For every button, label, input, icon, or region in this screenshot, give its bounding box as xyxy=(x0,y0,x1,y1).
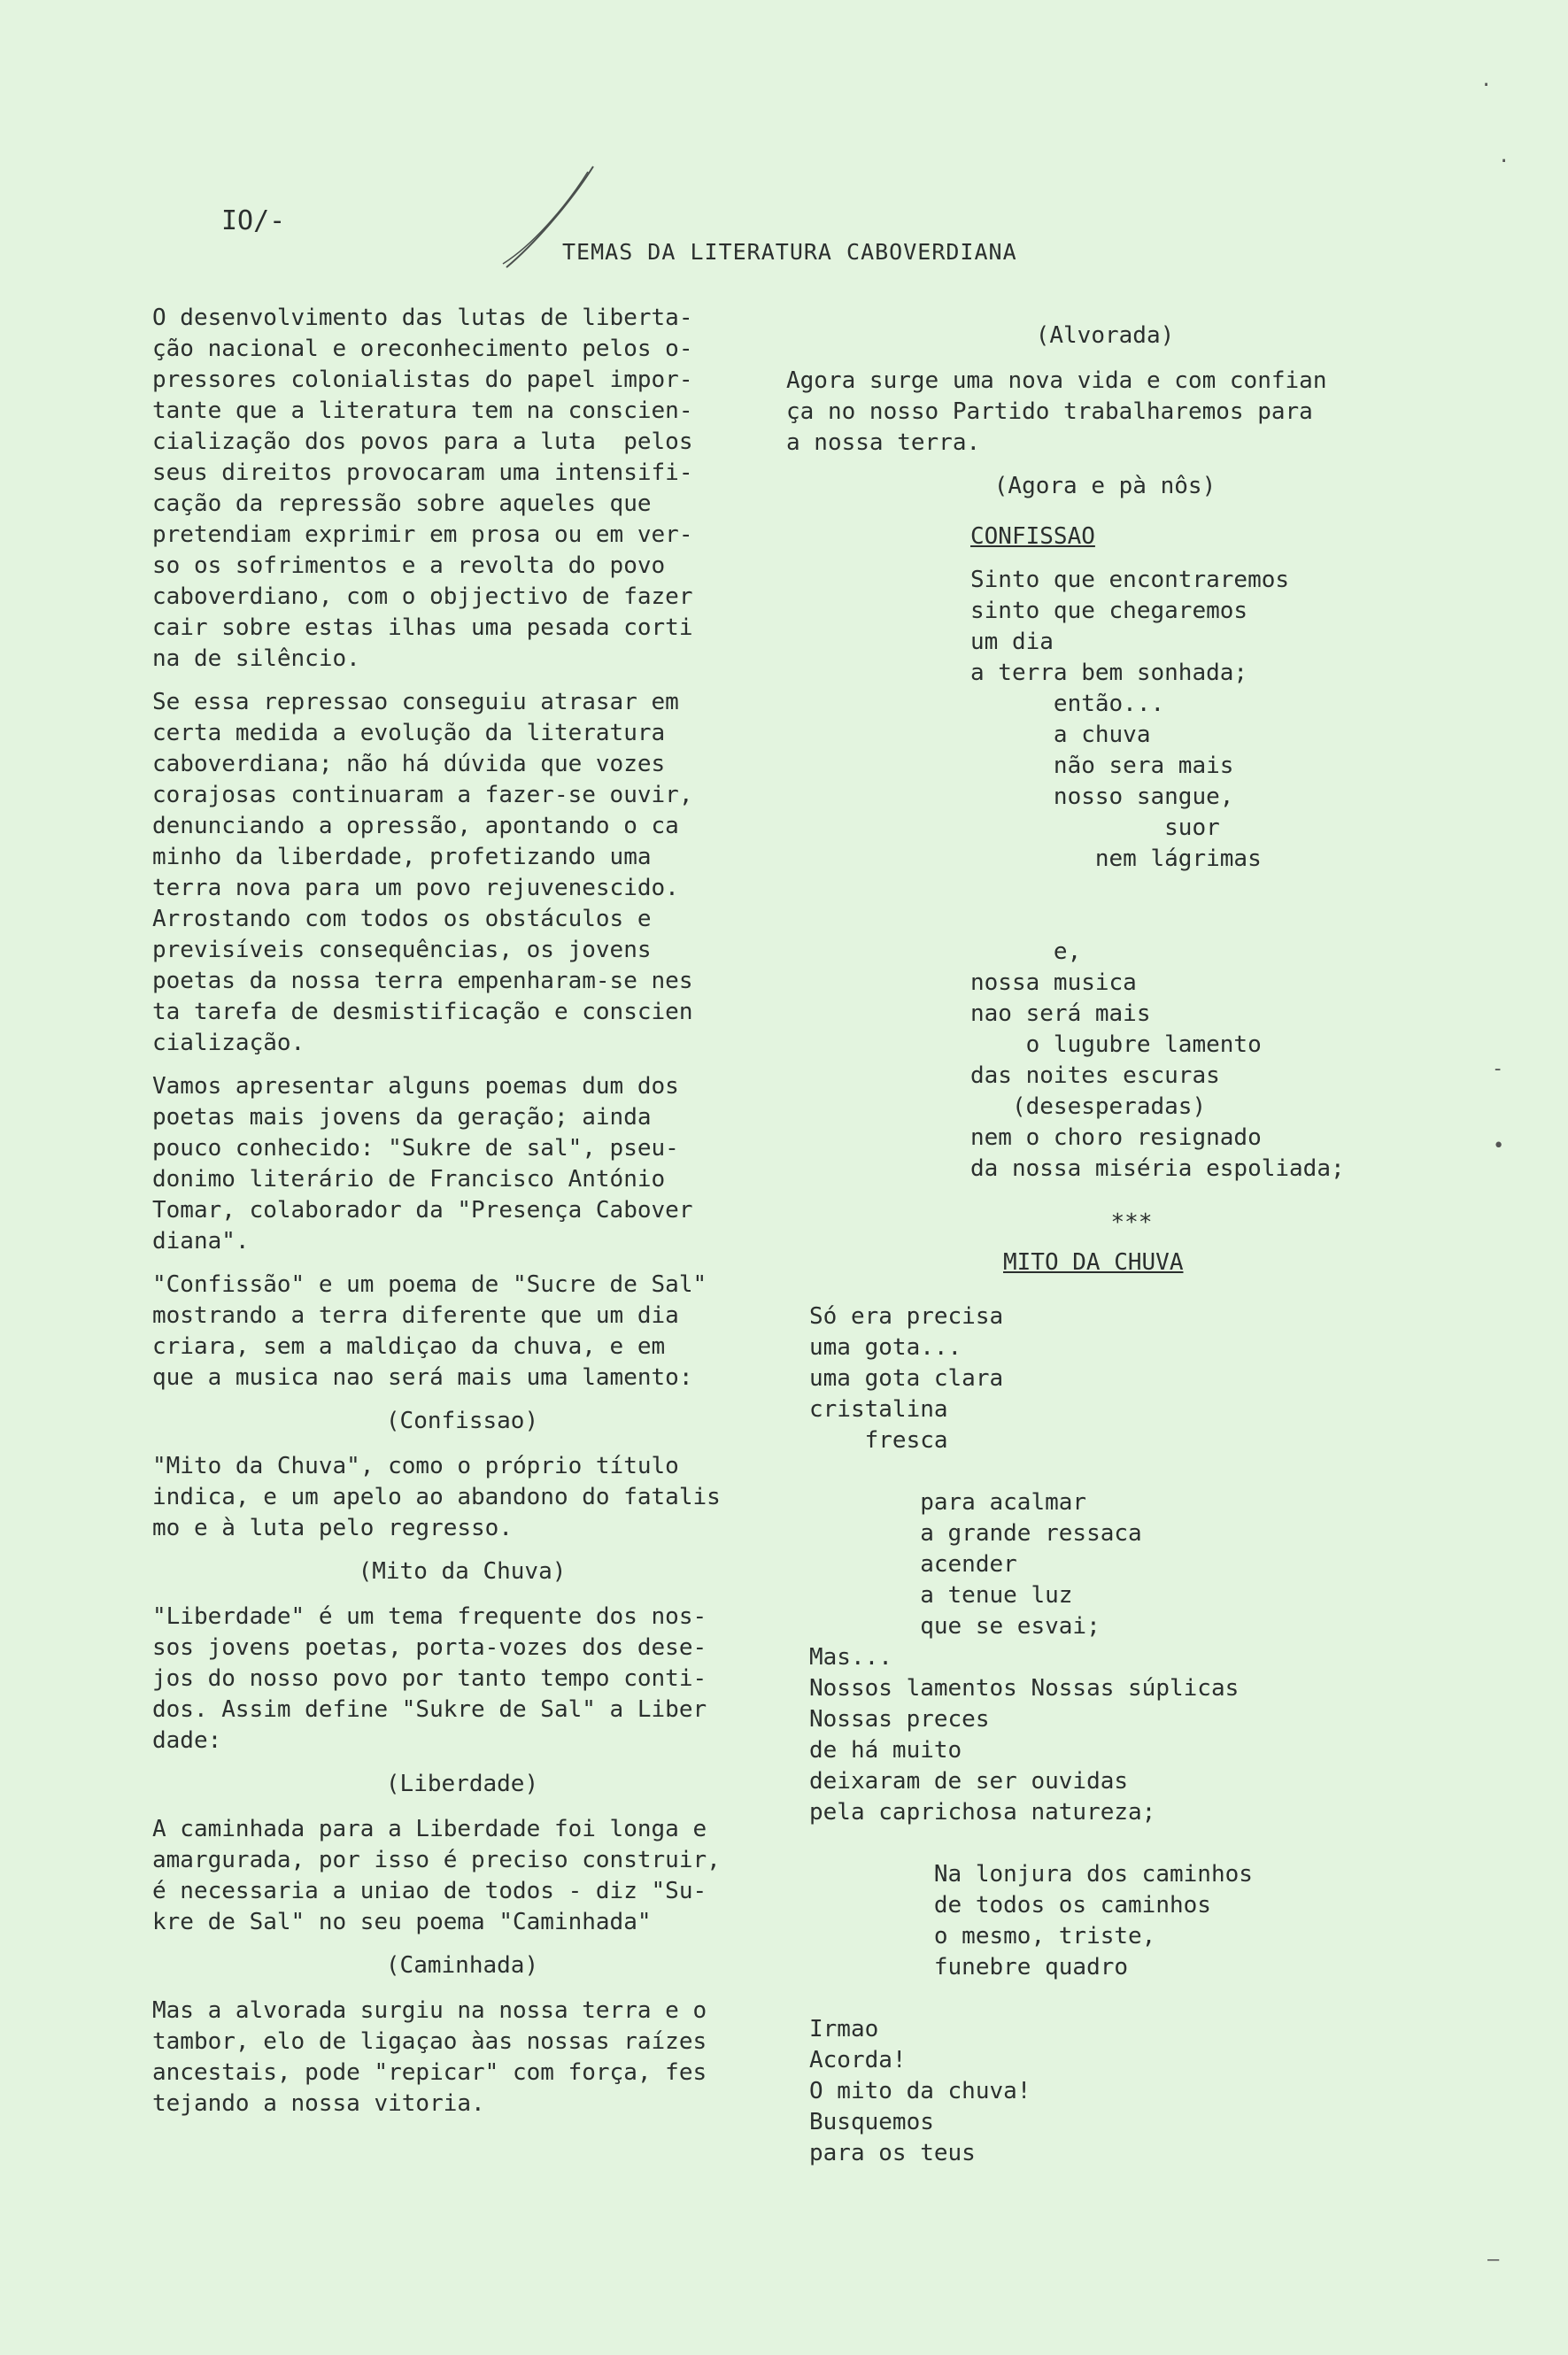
poem-line: então... xyxy=(970,691,1165,717)
poem-line: o mesmo, triste, xyxy=(809,1923,1156,1950)
poem-lines-confissao xyxy=(970,565,1424,1185)
poem-line: da nossa miséria espoliada; xyxy=(970,1155,1345,1182)
ref-alvorada: (Alvorada) xyxy=(1035,322,1175,349)
poem-line: suor xyxy=(970,815,1220,841)
poem-line: de há muito xyxy=(809,1737,962,1764)
poem-line: Nossas preces xyxy=(809,1706,990,1733)
poem-line: nossa musica xyxy=(970,969,1137,996)
paragraph-liberdade: "Liberdade" é um tema frequente dos nos- sos jovens poetas, porta-vozes dos dese- jos do nosso povo por tanto tempo conti- dos. Assim define "Sukre de Sal" a Liber dade: xyxy=(152,1603,707,1754)
poem-line: a tenue luz xyxy=(809,1582,1073,1609)
paragraph-alvorada: Mas a alvorada surgiu na nossa terra e o tambor, elo de ligaçao àas nossas raízes ancestais, pode "repicar" com força, fes tejando a nossa vitoria. xyxy=(152,1997,707,2117)
page-number: IO/- xyxy=(221,205,286,236)
poem-line: o lugubre lamento xyxy=(970,1031,1262,1058)
speck-mark: · xyxy=(1498,151,1510,173)
poem-line: Na lonjura dos caminhos xyxy=(809,1861,1253,1888)
poem-line: uma gota... xyxy=(809,1334,962,1361)
poem-line xyxy=(970,906,1424,937)
paragraph-confissao: "Confissão" e um poema de "Sucre de Sal" mostrando a terra diferente que um dia criara, sem a maldiçao da chuva, e em que a musica nao será mais uma lamento: xyxy=(152,1271,707,1391)
right-column xyxy=(786,319,1424,2169)
speck-mark: - xyxy=(1492,1058,1504,1080)
poem-line: a terra bem sonhada; xyxy=(970,660,1248,686)
poem-line: para os teus xyxy=(809,2140,976,2166)
poem-line xyxy=(970,875,1424,906)
poem-line: (desesperadas) xyxy=(970,1093,1207,1120)
poem-line: Sinto que encontraremos xyxy=(970,567,1290,593)
poem-line: para acalmar xyxy=(809,1489,1087,1516)
paragraph-caminhada: A caminhada para a Liberdade foi longa e amargurada, por isso é preciso construir, é necessaria a uniao de todos - diz "Su- kre de Sal" no seu poema "Caminhada" xyxy=(152,1816,721,1935)
poem-line: Busquemos xyxy=(809,2109,934,2135)
speck-mark: • xyxy=(1493,1135,1505,1157)
poem-line: pela caprichosa natureza; xyxy=(809,1799,1156,1826)
paragraph-mito: "Mito da Chuva", como o próprio título indica, e um apelo ao abandono do fatalis mo e à luta pelo regresso. xyxy=(152,1453,721,1541)
poem-title-mito: MITO DA CHUVA xyxy=(1003,1249,1184,1276)
poem-title-confissao: CONFISSAO xyxy=(970,523,1095,550)
ref-confissao: (Confissao) xyxy=(385,1408,539,1434)
poem-line: Só era precisa xyxy=(809,1303,1004,1330)
poem-line: a grande ressaca xyxy=(809,1520,1142,1547)
poem-line: Mas... xyxy=(809,1644,892,1671)
paragraph-repression: Se essa repressao conseguiu atrasar em certa medida a evolução da literatura caboverdiana; não há dúvida que vozes corajosas continuaram a fazer-se ouvir, denunciando a opressão, apontando o ca minho da liberdade, profetizando uma terra nova para um povo rejuvenescido. Arrostando com todos os obstáculos e previsíveis consequências, os jovens poetas da nossa terra empenharam-se nes ta tarefa de desmistificação e conscien cialização. xyxy=(152,689,693,1056)
paragraph-intro: O desenvolvimento das lutas de liberta- ção nacional e oreconhecimento pelos o- pressores colonialistas do papel impor- tante que a literatura tem na conscien- cialização dos povos para a luta pelos seus direitos provocaram uma intensifi- cação da repressão sobre aqueles que pretendiam exprimir em prosa ou em ver- so os sofrimentos e a revolta do povo caboverdiano, com o objjectivo de fazer cair sobre estas ilhas uma pesada corti na de silêncio. xyxy=(152,305,693,672)
poem-line: Acorda! xyxy=(809,2047,907,2073)
poem-line: sinto que chegaremos xyxy=(970,598,1248,624)
page-title: TEMAS DA LITERATURA CABOVERDIANA xyxy=(562,239,1017,265)
poem-line: cristalina xyxy=(809,1396,948,1423)
speck-mark: · xyxy=(1480,74,1493,97)
poem-line: deixaram de ser ouvidas xyxy=(809,1768,1129,1795)
poem-line: Nossos lamentos Nossas súplicas xyxy=(809,1675,1240,1702)
poem-line: fresca xyxy=(809,1427,948,1454)
poem-line: funebre quadro xyxy=(809,1954,1129,1981)
paragraph-agora: Agora surge uma nova vida e com confian ça no nosso Partido trabalharemos para a nossa terra. xyxy=(786,367,1327,456)
ref-mito: (Mito da Chuva) xyxy=(358,1558,567,1585)
speck-mark: — xyxy=(1487,2249,1500,2271)
poem-line: nem lágrimas xyxy=(970,845,1262,872)
ref-liberdade: (Liberdade) xyxy=(385,1771,539,1797)
ref-caminhada: (Caminhada) xyxy=(385,1952,539,1979)
poem-line: uma gota clara xyxy=(809,1365,1004,1392)
left-column xyxy=(152,303,772,2132)
poem-lines-mito xyxy=(786,1301,1424,2169)
poem-line: que se esvai; xyxy=(809,1613,1101,1640)
poem-line: e, xyxy=(970,938,1082,965)
poem-line: a chuva xyxy=(970,722,1151,748)
separator: *** xyxy=(1110,1209,1153,1236)
ref-agora: (Agora e pà nôs) xyxy=(993,473,1217,499)
poem-line: de todos os caminhos xyxy=(809,1892,1211,1919)
poem-line: nao será mais xyxy=(970,1000,1151,1027)
poem-line: acender xyxy=(809,1551,1017,1578)
poem-line xyxy=(809,1983,1424,2014)
poem-line: nosso sangue, xyxy=(970,784,1234,810)
poem-line xyxy=(809,1828,1424,1859)
poem-confissao xyxy=(786,521,1424,1185)
paragraph-poems-intro: Vamos apresentar alguns poemas dum dos poetas mais jovens da geração; ainda pouco conhecido: "Sukre de sal", pseu- donimo literário de Francisco António Tomar, colaborador da "Presença Cabover diana". xyxy=(152,1073,693,1255)
poem-line: não sera mais xyxy=(970,753,1234,779)
poem-line: O mito da chuva! xyxy=(809,2078,1031,2104)
poem-line: Irmao xyxy=(809,2016,879,2042)
poem-line: das noites escuras xyxy=(970,1062,1220,1089)
poem-line: um dia xyxy=(970,629,1054,655)
poem-line xyxy=(809,1456,1424,1487)
poem-line: nem o choro resignado xyxy=(970,1124,1262,1151)
